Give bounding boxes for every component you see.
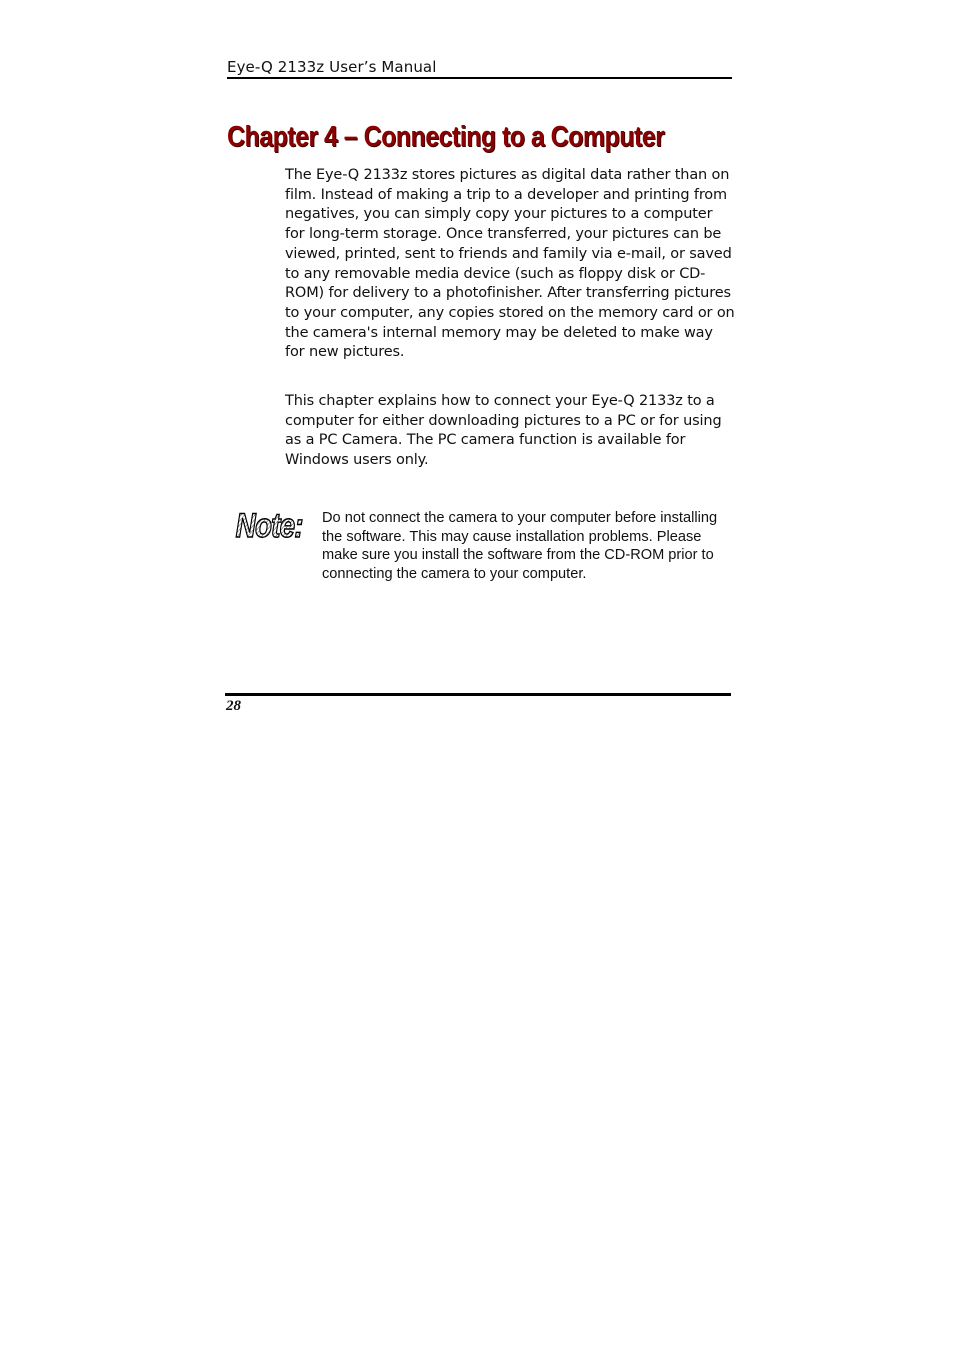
page-number: 28 [226, 698, 241, 714]
intro-paragraph: The Eye-Q 2133z stores pictures as digital data rather than on film. Instead of making a trip to a developer and printing from negatives, you can simply copy your pictures to a computer for long-term storage. Once transferred, your pictures can be viewed, printed, sent to friends and family via e-mail, or saved to any removable media device (such as floppy disk or CD-ROM) for delivery to a photofinisher. After transferring pictures to your computer, any copies stored on the memory card or on the camera's internal memory may be deleted to make way for new pictures. [285, 167, 735, 361]
chapter-title: Chapter 4 – Connecting to a Computer [227, 121, 665, 153]
running-header: Eye-Q 2133z User’s Manual [227, 58, 437, 76]
note-icon [234, 502, 308, 544]
note-label: Note: [235, 506, 303, 544]
chapter-overview-paragraph: This chapter explains how to connect your Eye-Q 2133z to a computer for either downloading pictures to a PC or for using as a PC Camera. The PC camera function is available for Windows users only. [285, 393, 722, 469]
note-text: Do not connect the camera to your computer before installing the software. This may cause installation problems. Please make sure you install the software from the CD-ROM prior to connecting the camera to your computer. [322, 510, 718, 582]
footer-rule [225, 693, 731, 696]
header-rule [227, 77, 732, 79]
